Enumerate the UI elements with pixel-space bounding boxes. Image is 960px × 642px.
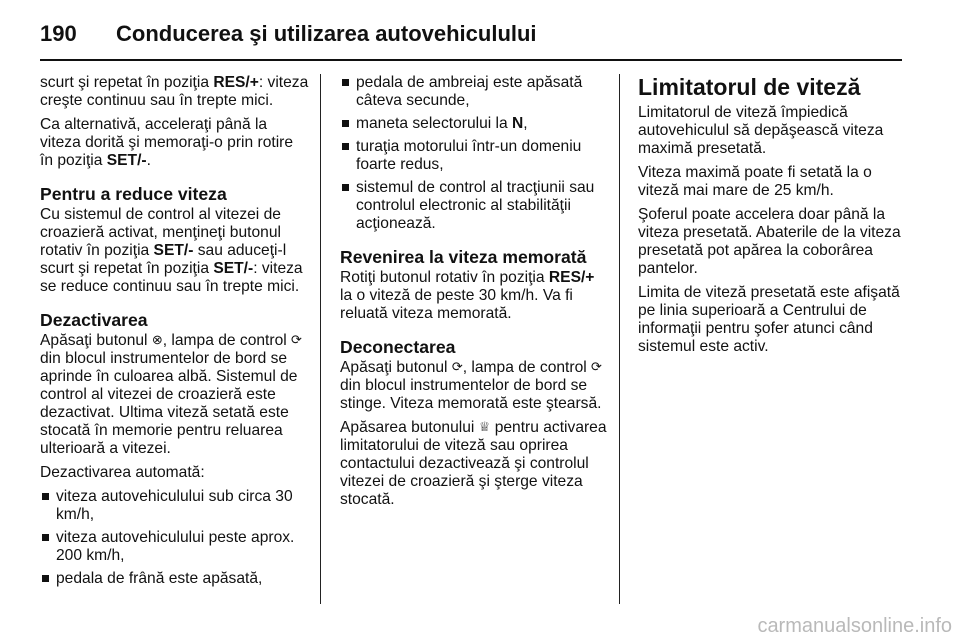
- list-item: pedala de ambreiaj este apăsată câteva secunde,: [340, 74, 610, 110]
- paragraph-deactivation: Apăsaţi butonul ⊗, lampa de control ⟳ din blocul instrumentelor de bord se aprinde în culoarea albă. Sistemul de control al vitezei de croazieră este dezactivat. Ultima viteză setată este stocată în memorie pentru reluarea ulterioară a vitezei.: [40, 332, 302, 457]
- paragraph-reduce-speed: Cu sistemul de control al vitezei de croazieră activat, menţineţi butonul rotativ în poziţia SET/- sau aduceţi-l scurt şi repetat în poziţia SET/-: viteza se reduce continuu sau în trepte mici.: [40, 206, 303, 295]
- cruise-off-icon: ⊗: [151, 332, 163, 347]
- header-rule: [40, 59, 902, 61]
- paragraph-limiter-display: Limita de viteză presetată este afişată pe linia superioară a Centrului de informaţii pentru şofer atunci când sistemul este activ.: [638, 284, 900, 355]
- heading-deactivation: Dezactivarea: [40, 310, 148, 330]
- list-item: turaţia motorului într-un domeniu foarte redus,: [340, 138, 610, 174]
- bullet-icon: [342, 184, 349, 191]
- page-header: [40, 14, 920, 54]
- paragraph-limiter-button: Apăsarea butonului ♕ pentru activarea limitatorului de viteză sau oprirea contactului dezactivează şi controlul vitezei de croazieră şi şterge viteza stocată.: [340, 419, 607, 508]
- heading-reduce-speed: Pentru a reduce viteza: [40, 184, 227, 204]
- bullet-icon: [342, 120, 349, 127]
- watermark: carmanualsonline.info: [757, 615, 952, 637]
- paragraph-limiter-driver: Şoferul poate accelera doar până la viteza presetată. Abaterile de la viteza presetată pot apărea la coborârea pantelor.: [638, 206, 901, 277]
- list-item: sistemul de control al tracţiunii sau controlul electronic al stabilităţii acţionează.: [340, 179, 610, 233]
- paragraph-disconnect: Apăsaţi butonul ⟳, lampa de control ⟳ din blocul instrumentelor de bord se stinge. Viteza memorată este ştearsă.: [340, 359, 602, 412]
- bullet-icon: [42, 534, 49, 541]
- speed-limiter-icon: ♕: [478, 419, 491, 434]
- heading-speed-limiter: Limitatorul de viteză: [638, 74, 861, 100]
- list-item: viteza autovehiculului peste aprox. 200 km/h,: [40, 529, 310, 565]
- running-title: Conducerea şi utilizarea autovehiculului: [116, 21, 537, 46]
- paragraph-alternative: Ca alternativă, acceleraţi până la viteza dorită şi memoraţi-o prin rotire în poziţia SET/-.: [40, 116, 294, 169]
- bullet-icon: [342, 79, 349, 86]
- column-divider-2: [619, 74, 620, 604]
- paragraph-increase-speed: scurt şi repetat în poziţia RES/+: viteza creşte continuu sau în trepte mici.: [40, 74, 309, 109]
- bullet-icon: [342, 143, 349, 150]
- bullet-icon: [42, 493, 49, 500]
- bullet-icon: [42, 575, 49, 582]
- cruise-button-icon: ⟳: [451, 359, 463, 374]
- cruise-lamp-icon: ⟳: [291, 332, 302, 347]
- auto-deactivation-list: [40, 488, 310, 588]
- column-divider-1: [320, 74, 321, 604]
- column-2: [340, 74, 610, 515]
- paragraph-auto-deactivation: Dezactivarea automată:: [40, 464, 205, 481]
- auto-deactivation-list-cont: [340, 74, 610, 233]
- heading-resume-speed: Revenirea la viteza memorată: [340, 247, 587, 267]
- column-3: [638, 74, 908, 362]
- page-number: 190: [40, 21, 77, 46]
- heading-disconnect: Deconectarea: [340, 337, 456, 357]
- column-1: [40, 74, 310, 594]
- paragraph-resume-speed: Rotiţi butonul rotativ în poziţia RES/+ la o viteză de peste 30 km/h. Va fi reluată viteza memorată.: [340, 269, 595, 322]
- cruise-lamp-icon: ⟳: [591, 359, 602, 374]
- paragraph-limiter-max: Viteza maximă poate fi setată la o viteză mai mare de 25 km/h.: [638, 164, 872, 199]
- paragraph-limiter-intro: Limitatorul de viteză împiedică autovehiculul să depăşească viteza maximă presetată.: [638, 104, 884, 157]
- list-item: pedala de frână este apăsată,: [40, 570, 310, 588]
- list-item: maneta selectorului la N,: [340, 115, 610, 133]
- list-item: viteza autovehiculului sub circa 30 km/h,: [40, 488, 310, 524]
